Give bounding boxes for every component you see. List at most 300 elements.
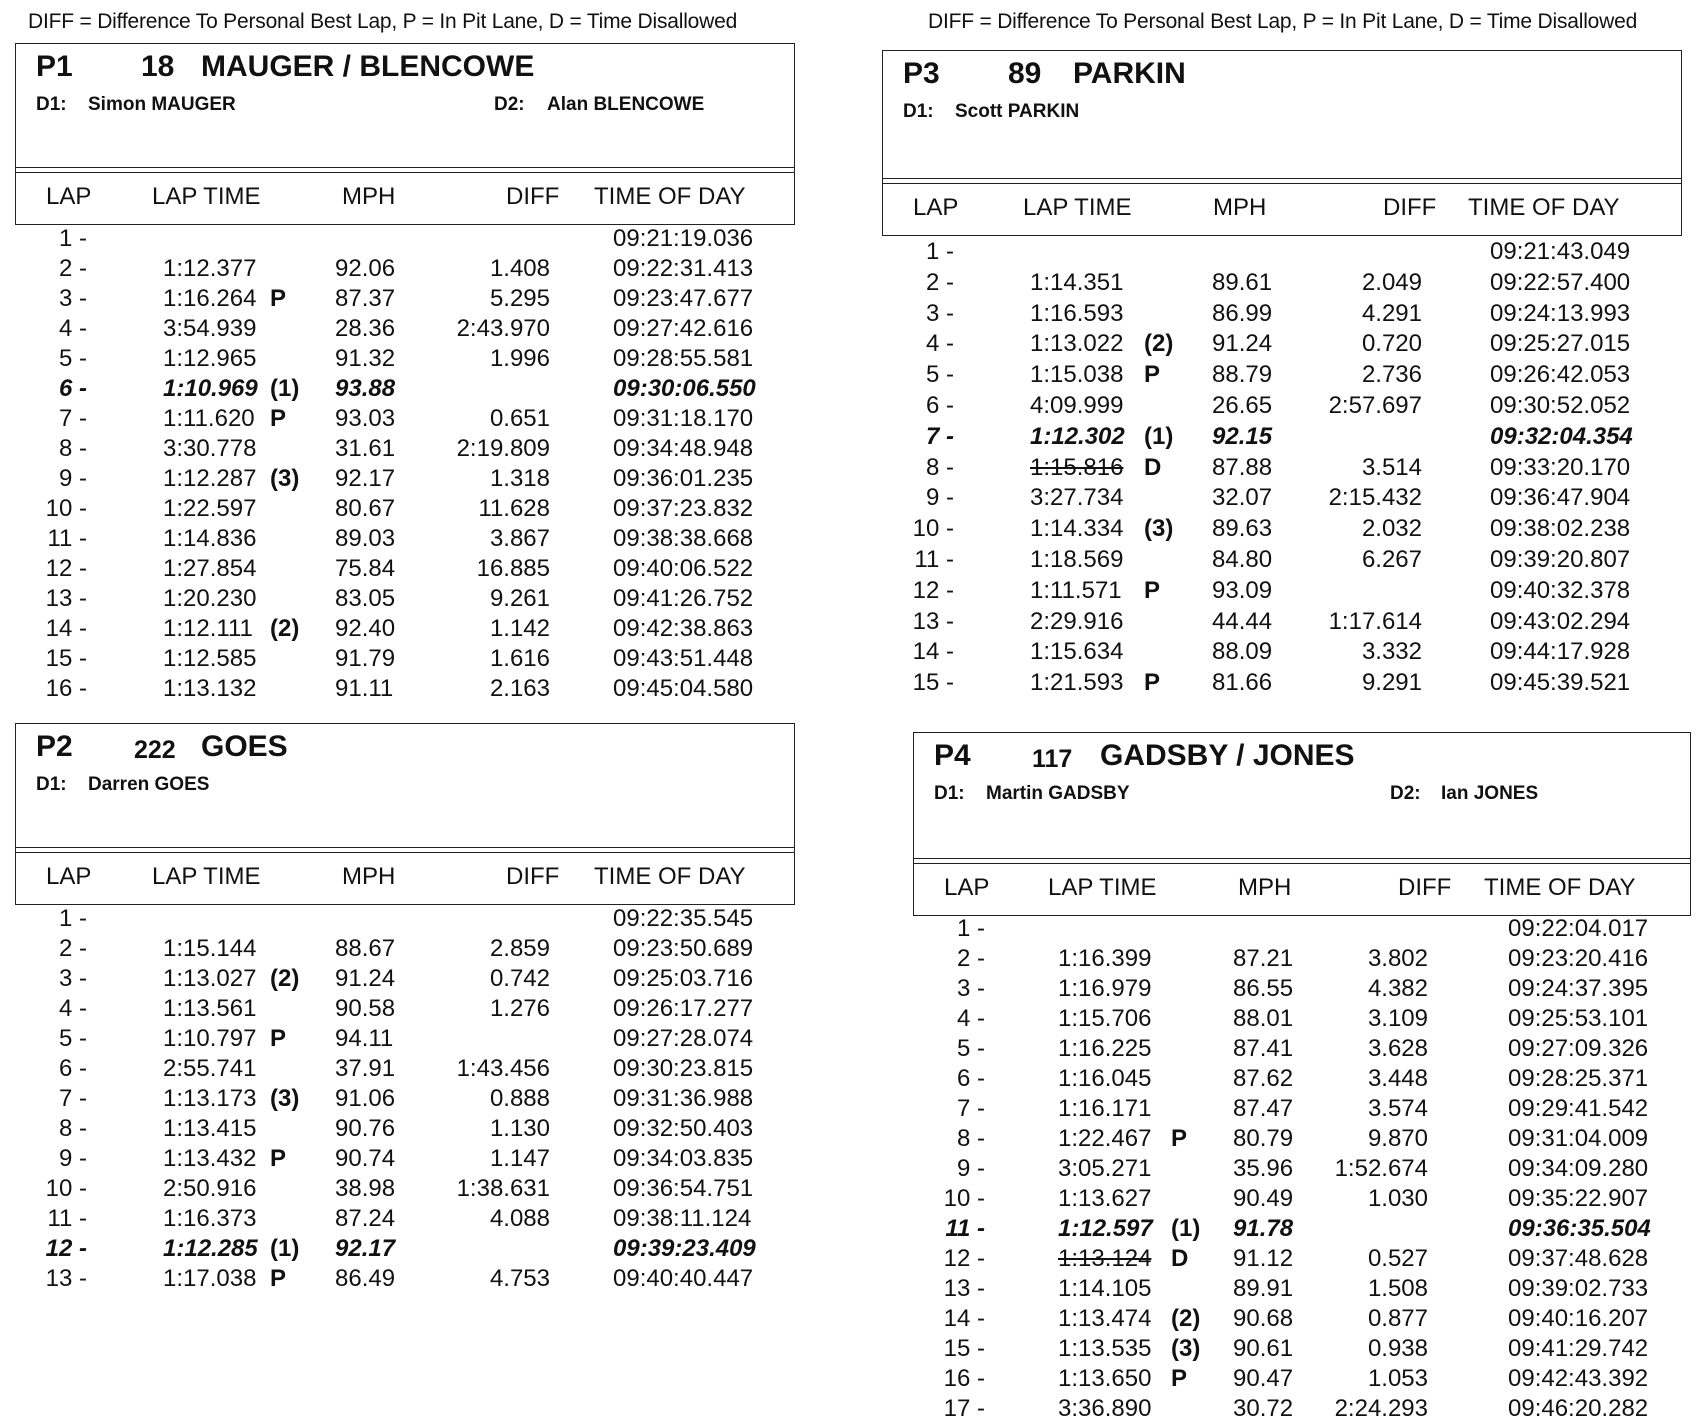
mph-value: 94.11 (335, 1025, 394, 1052)
lap-number: 3 - (925, 299, 954, 327)
lap-time: 1:16.225 (1058, 1035, 1152, 1062)
lap-time: 1:16.264 (163, 285, 257, 312)
table-row (15, 645, 795, 675)
mph-value: 80.67 (335, 495, 396, 522)
diff-value: 0.938 (1367, 1335, 1428, 1362)
driver-header (882, 50, 1682, 184)
mph-value: 91.32 (335, 345, 396, 372)
diff-value: 3.628 (1367, 1035, 1428, 1062)
lap-time: 1:22.597 (163, 495, 257, 522)
diff-value: 0.527 (1367, 1245, 1428, 1272)
lap-number: 12 - (943, 1245, 985, 1272)
lap-flag: D (1144, 453, 1162, 481)
team-name: PARKIN (1073, 57, 1186, 90)
header-divider (914, 858, 1690, 863)
mph-value: 87.62 (1233, 1065, 1294, 1092)
lap-number: 4 - (58, 315, 87, 342)
time-of-day: 09:28:25.371 (1508, 1065, 1649, 1092)
mph-value: 92.15 (1212, 422, 1273, 450)
diff-value: 1.147 (489, 1145, 550, 1172)
mph-value: 87.47 (1233, 1095, 1294, 1122)
driver-header (15, 723, 795, 853)
time-of-day: 09:36:01.235 (613, 465, 754, 492)
diff-value: 3.574 (1367, 1095, 1428, 1122)
time-of-day: 09:42:43.392 (1508, 1365, 1649, 1392)
header-divider (16, 847, 794, 852)
car-number: 89 (1008, 57, 1042, 90)
lap-number: 12 - (45, 555, 87, 582)
lap-time: 1:13.432 (163, 1145, 257, 1172)
lap-flag: (3) (1144, 515, 1174, 543)
lap-time: 1:15.816 (1030, 453, 1124, 481)
table-row (913, 1065, 1691, 1095)
diff-value: 1.408 (489, 255, 550, 282)
lap-time: 4:09.999 (1030, 392, 1124, 419)
time-of-day: 09:27:42.616 (613, 315, 754, 342)
time-of-day: 09:38:38.668 (613, 525, 754, 552)
lap-number: 16 - (943, 1365, 985, 1392)
diff-value: 1.318 (489, 465, 550, 492)
mph-value: 91.79 (335, 645, 396, 672)
time-of-day: 09:37:48.628 (1508, 1245, 1649, 1272)
lap-time: 1:13.415 (163, 1115, 257, 1142)
lap-time: 1:10.797 (163, 1025, 257, 1052)
lap-time: 2:29.916 (1030, 607, 1124, 635)
lap-number: 2 - (956, 945, 985, 972)
lap-time: 1:15.144 (163, 935, 257, 962)
diff-value: 3.448 (1367, 1065, 1428, 1092)
table-row (882, 300, 1682, 330)
lap-time: 1:15.038 (1030, 361, 1124, 389)
mph-value: 30.72 (1233, 1395, 1294, 1422)
lap-flag: P (270, 1265, 287, 1292)
table-row (15, 345, 795, 375)
diff-value: 9.261 (489, 585, 550, 612)
time-of-day: 09:21:43.049 (1490, 238, 1631, 265)
lap-time: 1:11.571 (1030, 576, 1122, 604)
table-row (15, 935, 795, 965)
column-header-bar (15, 173, 795, 225)
column-header-lap-time: LAP TIME (1023, 194, 1132, 221)
mph-value: 89.03 (335, 525, 396, 552)
lap-flag: (1) (1171, 1215, 1201, 1242)
table-row (882, 515, 1682, 545)
diff-value: 2:19.809 (456, 435, 550, 462)
team-name: GADSBY / JONES (1100, 739, 1355, 772)
time-of-day: 09:30:52.052 (1490, 392, 1631, 419)
column-header-diff: DIFF (506, 863, 560, 890)
lap-time: 1:13.173 (163, 1085, 257, 1112)
lap-number: 8 - (925, 453, 954, 481)
diff-value: 3.802 (1367, 945, 1428, 972)
mph-value: 89.61 (1212, 268, 1273, 296)
diff-value: 1.053 (1367, 1365, 1428, 1392)
lap-time: 1:16.399 (1058, 945, 1152, 972)
table-row (882, 361, 1682, 391)
column-header-mph: MPH (342, 183, 396, 210)
table-row (15, 675, 795, 705)
mph-value: 92.40 (335, 615, 396, 642)
lap-number: 1 - (58, 905, 87, 932)
mph-value: 91.24 (335, 965, 396, 992)
table-row (15, 1025, 795, 1055)
lap-number: 14 - (943, 1305, 985, 1332)
mph-value: 88.79 (1212, 361, 1273, 389)
lap-number: 5 - (956, 1035, 985, 1062)
column-header-lap-time: LAP TIME (152, 183, 261, 210)
lap-number: 15 - (45, 645, 87, 672)
time-of-day: 09:45:39.521 (1490, 669, 1631, 697)
lap-time: 1:22.467 (1058, 1125, 1152, 1152)
lap-number: 14 - (912, 638, 954, 666)
diff-value: 2.032 (1361, 515, 1422, 543)
time-of-day: 09:25:53.101 (1508, 1005, 1649, 1032)
diff-value: 2:57.697 (1328, 392, 1422, 419)
mph-value: 44.44 (1212, 607, 1273, 635)
table-row (913, 1185, 1691, 1215)
mph-value: 75.84 (335, 555, 396, 582)
team-name: GOES (201, 730, 288, 763)
mph-value: 89.91 (1233, 1275, 1294, 1302)
table-row (882, 269, 1682, 299)
time-of-day: 09:22:57.400 (1490, 268, 1631, 296)
lap-time: 1:14.836 (163, 525, 257, 552)
lap-number: 5 - (58, 1025, 87, 1052)
time-of-day: 09:40:16.207 (1508, 1305, 1649, 1332)
table-row (15, 285, 795, 315)
lap-number: 1 - (58, 225, 87, 252)
lap-number: 7 - (925, 422, 954, 450)
mph-value: 26.65 (1212, 392, 1273, 419)
lap-number: 6 - (58, 375, 87, 402)
table-row (15, 495, 795, 525)
lap-time: 1:12.111 (163, 615, 253, 642)
table-row (882, 484, 1682, 514)
lap-time: 1:13.650 (1058, 1365, 1152, 1392)
lap-number: 11 - (914, 546, 954, 573)
table-row (15, 965, 795, 995)
lap-flag: (1) (270, 375, 300, 402)
time-of-day: 09:40:06.522 (613, 555, 754, 582)
diff-value: 2:43.970 (456, 315, 550, 342)
table-row (882, 638, 1682, 668)
time-of-day: 09:29:41.542 (1508, 1095, 1649, 1122)
mph-value: 89.63 (1212, 515, 1273, 543)
lap-number: 2 - (58, 935, 87, 962)
lap-time: 1:12.585 (163, 645, 257, 672)
table-row (913, 1005, 1691, 1035)
mph-value: 90.47 (1233, 1365, 1294, 1392)
table-row (913, 1125, 1691, 1155)
lap-number: 7 - (58, 1085, 87, 1112)
diff-value: 4.382 (1367, 975, 1428, 1002)
table-row (913, 915, 1691, 945)
mph-value: 93.03 (335, 405, 396, 432)
table-row (882, 238, 1682, 268)
table-row (15, 615, 795, 645)
lap-time: 1:12.597 (1058, 1215, 1153, 1242)
lap-number: 11 - (945, 1215, 985, 1242)
time-of-day: 09:32:50.403 (613, 1115, 754, 1142)
table-row (913, 1335, 1691, 1365)
time-of-day: 09:24:13.993 (1490, 299, 1631, 327)
diff-value: 2.736 (1361, 361, 1422, 389)
lap-number: 1 - (956, 915, 985, 942)
table-row (15, 1175, 795, 1205)
mph-value: 92.17 (335, 1235, 396, 1262)
lap-time: 1:15.706 (1058, 1005, 1152, 1032)
table-row (15, 435, 795, 465)
time-of-day: 09:32:04.354 (1490, 422, 1633, 450)
diff-value: 6.267 (1361, 546, 1422, 573)
driver2-name: Alan BLENCOWE (547, 94, 705, 115)
table-row (882, 546, 1682, 576)
lap-flag: D (1171, 1245, 1189, 1272)
time-of-day: 09:34:48.948 (613, 435, 754, 462)
lap-number: 6 - (956, 1065, 985, 1092)
time-of-day: 09:40:32.378 (1490, 576, 1631, 604)
mph-value: 91.11 (335, 675, 394, 702)
lap-flag: P (270, 405, 287, 432)
lap-number: 1 - (925, 238, 954, 265)
lap-number: 10 - (943, 1185, 985, 1212)
diff-value: 1:43.456 (456, 1055, 550, 1082)
driver1-label: D1: (903, 101, 934, 122)
lap-time: 3:30.778 (163, 435, 257, 462)
table-row (15, 995, 795, 1025)
lap-flag: (1) (1144, 422, 1174, 450)
table-row (913, 1035, 1691, 1065)
mph-value: 88.01 (1233, 1005, 1294, 1032)
lap-time: 1:16.373 (163, 1205, 257, 1232)
lap-time: 1:13.474 (1058, 1305, 1152, 1332)
column-header-lap-time: LAP TIME (1048, 874, 1157, 901)
lap-time: 1:14.351 (1030, 268, 1124, 296)
lap-flag: (2) (270, 615, 300, 642)
mph-value: 84.80 (1212, 546, 1273, 573)
mph-value: 86.49 (335, 1265, 396, 1292)
lap-time: 2:50.916 (163, 1175, 257, 1202)
lap-number: 9 - (925, 484, 954, 512)
diff-value: 0.877 (1367, 1305, 1428, 1332)
time-of-day: 09:26:17.277 (613, 995, 754, 1022)
lap-time: 1:14.105 (1058, 1275, 1152, 1302)
lap-time: 1:27.854 (163, 555, 257, 582)
mph-value: 88.67 (335, 935, 396, 962)
table-row (15, 315, 795, 345)
diff-value: 1:17.614 (1328, 607, 1422, 635)
lap-time: 1:21.593 (1030, 669, 1124, 697)
mph-value: 87.37 (335, 285, 396, 312)
diff-value: 2.049 (1361, 268, 1422, 296)
lap-flag: (3) (270, 465, 300, 492)
time-of-day: 09:37:23.832 (613, 495, 754, 522)
diff-value: 2:24.293 (1334, 1395, 1428, 1422)
time-of-day: 09:25:03.716 (613, 965, 754, 992)
diff-value: 1:52.674 (1334, 1155, 1428, 1182)
mph-value: 87.88 (1212, 453, 1273, 481)
diff-value: 2.163 (489, 675, 550, 702)
time-of-day: 09:39:23.409 (613, 1235, 756, 1262)
lap-time: 1:12.965 (163, 345, 257, 372)
lap-number: 12 - (912, 576, 954, 604)
lap-flag: P (270, 285, 287, 312)
diff-value: 16.885 (476, 555, 550, 582)
lap-time: 1:16.045 (1058, 1065, 1152, 1092)
lap-number: 13 - (45, 585, 87, 612)
time-of-day: 09:21:19.036 (613, 225, 754, 252)
lap-time: 1:17.038 (163, 1265, 257, 1292)
column-header-tod: TIME OF DAY (1468, 194, 1620, 221)
lap-number: 13 - (45, 1265, 87, 1292)
driver1-name: Simon MAUGER (88, 94, 236, 115)
diff-value: 3.109 (1367, 1005, 1428, 1032)
time-of-day: 09:23:50.689 (613, 935, 754, 962)
lap-number: 13 - (912, 607, 954, 635)
time-of-day: 09:30:06.550 (613, 375, 756, 402)
time-of-day: 09:22:31.413 (613, 255, 754, 282)
lap-flag: P (1144, 361, 1161, 389)
lap-time: 1:13.627 (1058, 1185, 1152, 1212)
driver1-name: Martin GADSBY (986, 783, 1130, 804)
mph-value: 88.09 (1212, 638, 1273, 666)
time-of-day: 09:39:20.807 (1490, 546, 1631, 573)
table-row (15, 525, 795, 555)
lap-time: 1:13.132 (163, 675, 257, 702)
lap-time: 1:13.027 (163, 965, 257, 992)
driver-header (15, 43, 795, 173)
diff-value: 11.628 (478, 495, 550, 522)
diff-value: 0.742 (489, 965, 550, 992)
diff-value: 1:38.631 (456, 1175, 550, 1202)
column-header-tod: TIME OF DAY (594, 863, 746, 890)
time-of-day: 09:35:22.907 (1508, 1185, 1649, 1212)
table-row (882, 454, 1682, 484)
mph-value: 28.36 (335, 315, 396, 342)
lap-time: 3:54.939 (163, 315, 257, 342)
lap-time: 1:12.377 (163, 255, 257, 282)
column-header-mph: MPH (1213, 194, 1267, 221)
lap-flag: P (270, 1025, 287, 1052)
diff-value: 2:15.432 (1328, 484, 1422, 512)
table-row (15, 905, 795, 935)
driver2-label: D2: (494, 94, 525, 115)
diff-value: 1.030 (1367, 1185, 1428, 1212)
lap-time: 2:55.741 (163, 1055, 257, 1082)
mph-value: 37.91 (335, 1055, 396, 1082)
lap-number: 7 - (58, 405, 87, 432)
legend-left: DIFF = Difference To Personal Best Lap, P = In Pit Lane, D = Time Disallowed (28, 10, 738, 33)
time-of-day: 09:25:27.015 (1490, 330, 1631, 358)
time-of-day: 09:46:20.282 (1508, 1395, 1649, 1422)
time-of-day: 09:34:09.280 (1508, 1155, 1649, 1182)
lap-number: 10 - (45, 495, 87, 522)
driver1-label: D1: (36, 94, 67, 115)
mph-value: 93.09 (1212, 576, 1273, 604)
column-header-lap: LAP (913, 194, 959, 221)
column-header-mph: MPH (1238, 874, 1292, 901)
driver1-label: D1: (934, 783, 965, 804)
table-row (882, 608, 1682, 638)
time-of-day: 09:22:35.545 (613, 905, 754, 932)
lap-number: 17 - (943, 1395, 985, 1422)
lap-number: 15 - (912, 669, 954, 697)
diff-value: 5.295 (489, 285, 550, 312)
lap-number: 4 - (58, 995, 87, 1022)
mph-value: 90.49 (1233, 1185, 1294, 1212)
lap-number: 3 - (58, 965, 87, 992)
diff-value: 0.888 (489, 1085, 550, 1112)
diff-value: 9.291 (1361, 669, 1422, 697)
lap-time: 1:12.285 (163, 1235, 258, 1262)
time-of-day: 09:34:03.835 (613, 1145, 754, 1172)
time-of-day: 09:40:40.447 (613, 1265, 754, 1292)
table-row (15, 1235, 795, 1265)
time-of-day: 09:43:51.448 (613, 645, 754, 672)
time-of-day: 09:39:02.733 (1508, 1275, 1649, 1302)
table-row (15, 1205, 795, 1235)
header-divider (16, 167, 794, 172)
lap-number: 2 - (58, 255, 87, 282)
lap-time: 1:13.561 (163, 995, 257, 1022)
table-row (15, 255, 795, 285)
time-of-day: 09:31:18.170 (613, 405, 754, 432)
table-row (882, 423, 1682, 453)
car-number: 117 (1032, 745, 1073, 773)
table-row (15, 585, 795, 615)
mph-value: 87.24 (335, 1205, 396, 1232)
lap-number: 7 - (956, 1095, 985, 1122)
diff-value: 2.859 (489, 935, 550, 962)
driver2-label: D2: (1390, 783, 1421, 804)
lap-number: 8 - (58, 1115, 87, 1142)
lap-flag: P (270, 1145, 287, 1172)
mph-value: 90.68 (1233, 1305, 1294, 1332)
mph-value: 91.24 (1212, 330, 1273, 358)
diff-value: 4.088 (489, 1205, 550, 1232)
lap-number: 16 - (45, 675, 87, 702)
lap-time: 1:12.302 (1030, 422, 1125, 450)
lap-number: 10 - (45, 1175, 87, 1202)
column-header-diff: DIFF (1383, 194, 1437, 221)
mph-value: 83.05 (335, 585, 396, 612)
column-header-bar (882, 184, 1682, 236)
lap-flag: (1) (270, 1235, 300, 1262)
lap-time: 1:18.569 (1030, 546, 1124, 573)
lap-flag: P (1144, 576, 1161, 604)
table-row (913, 1305, 1691, 1335)
lap-number: 13 - (943, 1275, 985, 1302)
diff-value: 3.332 (1361, 638, 1422, 666)
column-header-bar (913, 864, 1691, 916)
mph-value: 81.66 (1212, 669, 1273, 697)
time-of-day: 09:30:23.815 (613, 1055, 754, 1082)
lap-time: 1:14.334 (1030, 515, 1124, 543)
time-of-day: 09:23:20.416 (1508, 945, 1649, 972)
position-label: P3 (903, 57, 940, 90)
lap-number: 12 - (45, 1235, 87, 1262)
lap-flag: (2) (1144, 330, 1174, 358)
mph-value: 80.79 (1233, 1125, 1294, 1152)
mph-value: 92.17 (335, 465, 396, 492)
table-row (882, 577, 1682, 607)
column-header-diff: DIFF (506, 183, 560, 210)
lap-time: 3:05.271 (1058, 1155, 1152, 1182)
time-of-day: 09:24:37.395 (1508, 975, 1649, 1002)
lap-flag: P (1171, 1125, 1188, 1152)
lap-time: 1:16.171 (1058, 1095, 1152, 1122)
table-row (913, 1365, 1691, 1395)
